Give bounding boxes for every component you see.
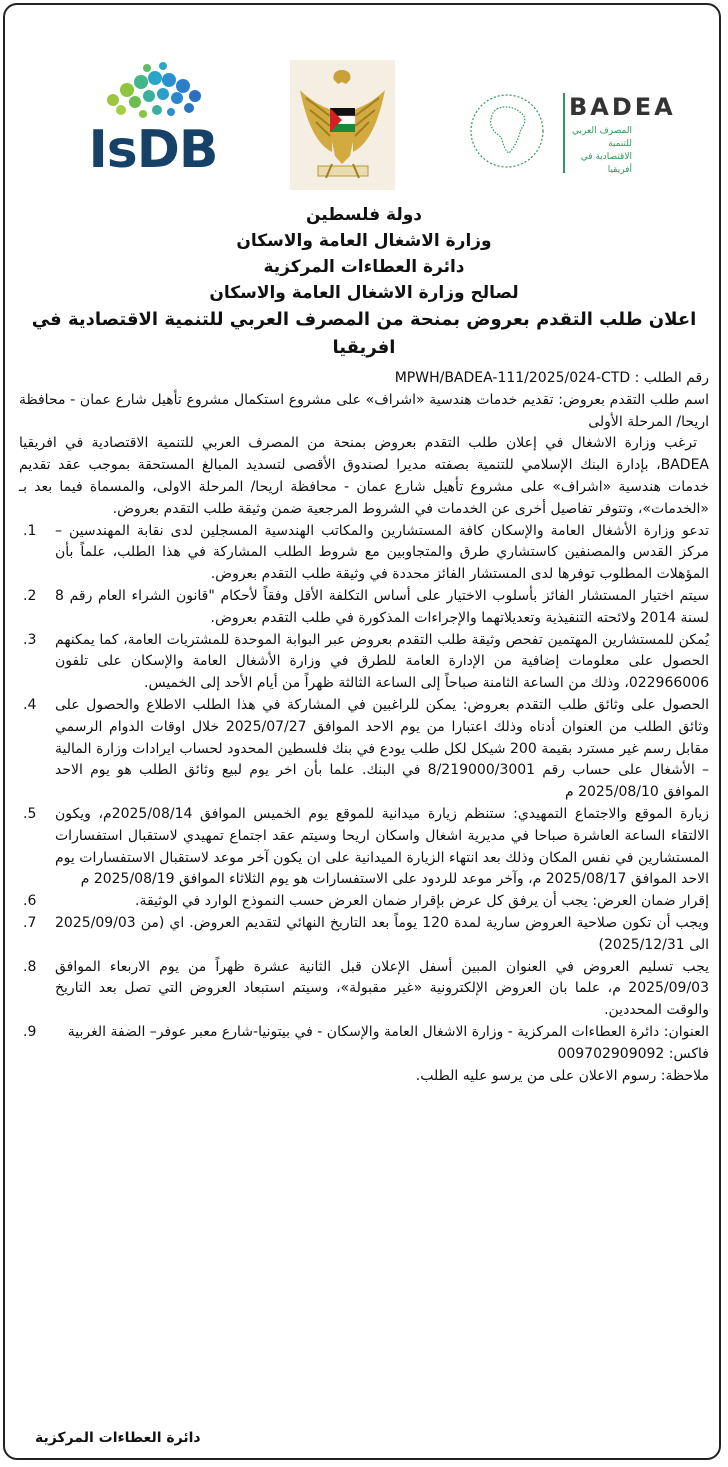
eagle-emblem-icon [290, 60, 395, 190]
item-number: .3 [23, 631, 37, 648]
fax-number: 009702909092 [557, 1045, 665, 1062]
isdb-wordmark: IsDB [88, 120, 218, 180]
isdb-globe-icon [83, 60, 223, 125]
list-item [19, 804, 709, 891]
heading-state: دولة فلسطين [305, 205, 423, 225]
list-item [19, 630, 709, 695]
fax-line [19, 1044, 709, 1066]
badea-logo [467, 85, 707, 185]
heading-block [15, 202, 713, 362]
note-line: ملاحظة: رسوم الاعلان على من يرسو عليه الطلب. [415, 1067, 709, 1084]
item-text: الحصول على وثائق طلب التقدم بعروض: يمكن للراغبين في المشاركة في هذا الطلب الاطلاع والحصول على وثائق الطلب من العنوان أدناه وذلك اعتبارا من يوم الاحد الموافق 2025/07/27 خلال اوقات الدوام الرسمي مقابل رسم غير مسترد بقيمة 200 شيكل لكل طلب يودع في بنك فلسطين المحدود لحساب ايرادات وزارة المالية – الأشغال على حساب رقم 8/219000/3001 في البنك. علما بأن اخر يوم لبيع وثائق الطلب هو يوم الاحد الموافق 2025/08/10 م [55, 696, 709, 801]
list-item [19, 586, 709, 630]
item-number: .2 [23, 587, 37, 604]
item-number: .6 [23, 893, 37, 910]
fax-label: فاكس: [668, 1045, 709, 1062]
list-item [19, 913, 709, 957]
heading-department: دائرة العطاءات المركزية [263, 257, 465, 277]
list-item [19, 521, 709, 586]
item-text: إقرار ضمان العرض: يجب أن يرفق كل عرض بإقرار ضمان العرض حسب النموذج الوارد في الوثيقة. [135, 893, 709, 910]
request-number-line [19, 368, 709, 390]
item-text: زيارة الموقع والاجتماع التمهيدي: ستنظم زيارة ميدانية للموقع يوم الخميس الموافق 2025/08/14م، ويكون الالتقاء الساعة العاشرة صباحا في مديرية اشغال واسكان اريحا وسيتم عقد اجتماع تمهيدي لاستقبال استفسارات المستشارين في نفس المكان وذلك بعد انتهاء الزيارة الميدانية على ان يكون آخر موعد لاستقبال الاستفسارات يوم الاحد الموافق 2025/08/17 م، وآخر موعد للردود على الاستفسارات هو يوم الثلاثاء الموافق 2025/08/19 م [55, 805, 709, 888]
item-number: .4 [23, 696, 37, 713]
heading-announcement-title: اعلان طلب التقدم بعروض بمنحة من المصرف العربي للتنمية الاقتصادية في افريقيا [31, 309, 697, 358]
badea-divider [563, 93, 565, 173]
terms-list [19, 521, 709, 1044]
isdb-logo [83, 60, 223, 185]
signature: دائرة العطاءات المركزية [35, 1430, 201, 1446]
palestine-eagle-emblem [290, 60, 395, 190]
badea-wordmark: BADEA [569, 93, 676, 121]
item-number: .8 [23, 958, 37, 975]
intro-paragraph: ترغب وزارة الاشغال في إعلان طلب التقدم بعروض بمنحة من المصرف العربي للتنمية الاقتصادية في افريقيا BADEA، بإدارة البنك الإسلامي للتنمية بصفته مديرا لصندوق الأقصى لتسديد المبالغ المستحقة بموجب عقد تقديم خدمات هندسية «اشراف» على مشروع تأهيل شارع عمان - محافظة اريحا/ المرحلة الاولى، والمسماة فيما بعد بـ «الخدمات»، وتتوفر تفاصيل أخرى عن الخدمات في الشروط المرجعية ضمن وثيقة طلب التقدم بعروض. [19, 435, 709, 517]
advertisement-frame [3, 3, 721, 1460]
item-number: .9 [23, 1023, 37, 1040]
item-text: تدعو وزارة الأشغال العامة والإسكان كافة المستشارين والمكاتب الهندسية المسجلين لدى نقابة المهندسين – مركز القدس والمصنفين كاستشاري طرق والمتجاوبين مع شروط الطلب المشاركة في هذا الطلب، علماً بأن المؤهلات المطلوب توفرها لدى المستشار الفائز محددة في وثيقة طلب التقدم بعروض. [55, 522, 709, 583]
item-text: ويجب أن تكون صلاحية العروض سارية لمدة 120 يوماً بعد التاريخ النهائي لتقديم العروض. اي (من 2025/09/03 الى 2025/12/31) [55, 914, 709, 953]
request-name: اسم طلب التقدم بعروض: تقديم خدمات هندسية «اشراف» على مشروع استكمال مشروع تأهيل شارع عمان - محافظة اريحا/ المرحلة الأولى [19, 391, 709, 430]
heading-beneficiary: لصالح وزارة الاشغال العامة والاسكان [209, 283, 519, 303]
list-item [19, 891, 709, 913]
list-item [19, 957, 709, 1022]
item-text: يجب تسليم العروض في العنوان المبين أسفل الإعلان قبل الثانية عشرة ظهراً من يوم الاربعاء الموافق 2025/09/03 م، علما بان العروض الإلكترونية «غير مقبولة»، وسيتم استبعاد العروض التي تصل بعد التاريخ والوقت المحددين. [55, 958, 709, 1019]
announcement-body [19, 368, 709, 1087]
request-number-label: رقم الطلب : [634, 370, 709, 386]
item-text: يُمكن للمستشارين المهتمين تفحص وثيقة طلب التقدم بعروض عبر البوابة الموحدة للمشتريات العامة، كما يمكنهم الحصول على معلومات إضافية من الإدارة العامة للطرق في وزارة الأشغال العامة والإسكان على تلفون 022966006، وذلك من الساعة الثامنة صباحاً إلى الساعة الثالثة ظهراً من أيام الأحد إلى الخميس. [55, 631, 709, 692]
item-number: .5 [23, 805, 37, 822]
badea-subtitle: المصرف العربي للتنمية الاقتصادية في أفريقيا [572, 126, 632, 175]
africa-globe-icon [467, 91, 547, 171]
list-item [19, 1022, 709, 1044]
item-number: .1 [23, 522, 37, 539]
item-number: .7 [23, 914, 37, 931]
logo-bar [5, 5, 721, 205]
item-text: العنوان: دائرة العطاءات المركزية - وزارة الاشغال العامة والإسكان - في بيتونيا-شارع معبر عوفر– الضفة الغربية [67, 1023, 709, 1040]
list-item [19, 695, 709, 804]
request-number: MPWH/BADEA-111/2025/024-CTD [394, 370, 631, 386]
heading-ministry: وزارة الاشغال العامة والاسكان [236, 231, 492, 251]
item-text: سيتم اختيار المستشار الفائز بأسلوب الاختيار على أساس التكلفة الأقل وفقاً لأحكام "قانون الشراء العام رقم 8 لسنة 2014 ولائحته التنفيذية وتعديلاتهما والإجراءات المذكورة في طلب التقدم بعروض. [55, 587, 709, 626]
